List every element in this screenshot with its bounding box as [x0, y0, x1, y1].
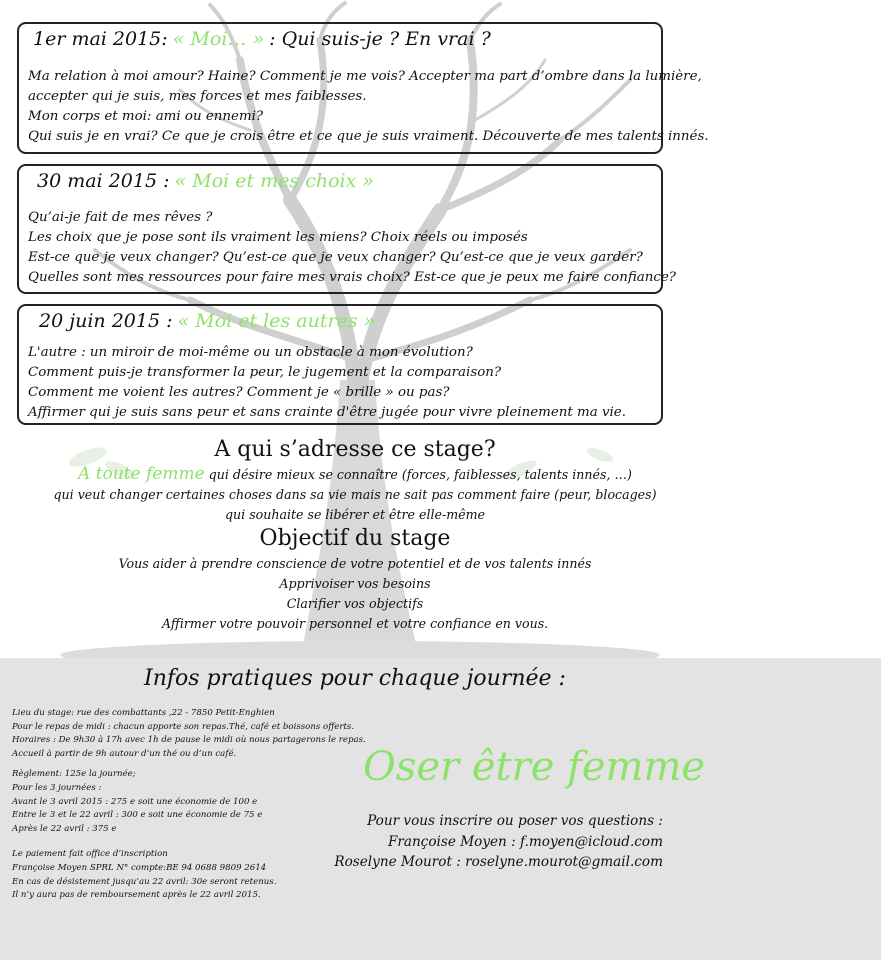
session-2-heading	[37, 170, 374, 192]
contact-block	[334, 811, 663, 873]
infos-line: En cas de désistement jusqu’au 22 avril: 30e seront retenus.	[12, 876, 277, 887]
audience-lead: A toute femme	[78, 464, 205, 484]
audience-line-1	[0, 464, 710, 485]
brand-title: Oser être femme	[363, 744, 706, 790]
session-2-line: Est-ce que je veux changer? Qu’est-ce que je veux changer? Qu’est-ce que je veux garder?	[28, 250, 643, 265]
infos-line: Pour le repas de midi : chacun apporte son repas.Thé, café et boissons offerts.	[12, 721, 355, 732]
audience-line-3: qui souhaite se libérer et être elle-même	[224, 507, 486, 522]
session-1-date: 1er mai 2015:	[33, 28, 168, 50]
session-3-line: Comment puis-je transformer la peur, le jugement et la comparaison?	[28, 365, 502, 380]
session-3-line: L'autre : un miroir de moi-même ou un obstacle à mon évolution?	[28, 345, 473, 360]
session-1-heading	[33, 28, 491, 50]
session-3-heading	[39, 310, 375, 332]
contact-line: Françoise Moyen : f.moyen@icloud.com	[387, 833, 663, 850]
objective-line: Apprivoiser vos besoins	[279, 576, 431, 591]
session-card-1	[17, 22, 709, 154]
objective-line: Vous aider à prendre conscience de votre potentiel et de vos talents innés	[118, 556, 592, 571]
infos-line: Il n’y aura pas de remboursement après le 22 avril 2015.	[12, 890, 261, 901]
session-3-lines	[28, 343, 655, 423]
session-2-date: 30 mai 2015 :	[37, 170, 170, 192]
infos-line: Horaires : De 9h30 à 17h avec 1h de pause le midi où nous partagerons le repas.	[12, 735, 366, 746]
infos-line: Après le 22 avril : 375 e	[12, 823, 117, 834]
session-1-theme: « Moi… »	[172, 28, 265, 50]
session-3-line: Affirmer qui je suis sans peur et sans crainte d'être jugée pour vivre pleinement ma vie.	[28, 405, 626, 420]
session-3-date: 20 juin 2015 :	[39, 310, 173, 332]
infos-line: Accueil à partir de 9h autour d’un thé ou d’un café.	[12, 748, 237, 759]
session-1-line: accepter qui je suis, mes forces et mes faiblesses.	[28, 89, 367, 104]
audience-line-1-rest: qui désire mieux se connaître (forces, faiblesses, talents innés, …)	[204, 467, 632, 482]
session-2-line: Qu’ai-je fait de mes rêves ?	[28, 210, 213, 225]
audience-line-2: qui veut changer certaines choses dans sa vie mais ne sait pas comment faire (peur, blocages)	[53, 487, 657, 502]
infos-line: Avant le 3 avril 2015 : 275 e soit une économie de 100 e	[12, 796, 258, 807]
objective-title: Objectif du stage	[259, 526, 451, 551]
session-2-lines	[28, 208, 676, 288]
objective-line: Affirmer votre pouvoir personnel et votre confiance en vous.	[161, 616, 549, 631]
infos-line: Lieu du stage: rue des combattants ,22 - 7850 Petit-Enghien	[12, 708, 275, 718]
session-card-2	[17, 164, 676, 294]
objective-line: Clarifier vos objectifs	[286, 596, 424, 611]
session-card-3	[17, 304, 663, 425]
session-2-theme: « Moi et mes choix »	[174, 170, 374, 192]
session-1-subtitle: : Qui suis-je ? En vrai ?	[269, 28, 491, 50]
contact-intro: Pour vous inscrire ou poser vos questions :	[367, 813, 663, 829]
objective-section	[0, 524, 710, 634]
infos-line: Entre le 3 et le 22 avril : 300 e soit une économie de 75 e	[12, 810, 263, 821]
session-3-theme: « Moi et les autres »	[177, 310, 376, 332]
session-3-line: Comment me voient les autres? Comment je « brille » ou pas?	[28, 385, 450, 400]
session-2-line: Quelles sont mes ressources pour faire mes vrais choix? Est-ce que je peux me faire confiance?	[28, 270, 676, 285]
audience-section	[0, 436, 710, 525]
session-1-line: Qui suis je en vrai? Ce que je crois être et ce que je suis vraiment. Découverte de mes talents innés.	[28, 129, 709, 144]
audience-title: A qui s’adresse ce stage?	[214, 437, 496, 462]
infos-details	[12, 707, 366, 903]
infos-line: Françoise Moyen SPRL N° compte:BE 94 0688 9809 2614	[12, 862, 267, 873]
contact-line: Roselyne Mourot : roselyne.mourot@gmail.com	[334, 854, 663, 870]
session-1-line: Ma relation à moi amour? Haine? Comment je me vois? Accepter ma part d’ombre dans la lumière,	[28, 69, 702, 84]
infos-line: Le paiement fait office d’inscription	[12, 849, 168, 860]
session-1-lines	[28, 67, 709, 147]
infos-line: Pour les 3 journées :	[12, 782, 102, 793]
session-1-line: Mon corps et moi: ami ou ennemi?	[28, 109, 264, 124]
infos-line: Règlement: 125e la journée;	[12, 769, 136, 780]
infos-title: Infos pratiques pour chaque journée :	[144, 666, 566, 691]
session-2-line: Les choix que je pose sont ils vraiment les miens? Choix réels ou imposés	[28, 230, 528, 245]
